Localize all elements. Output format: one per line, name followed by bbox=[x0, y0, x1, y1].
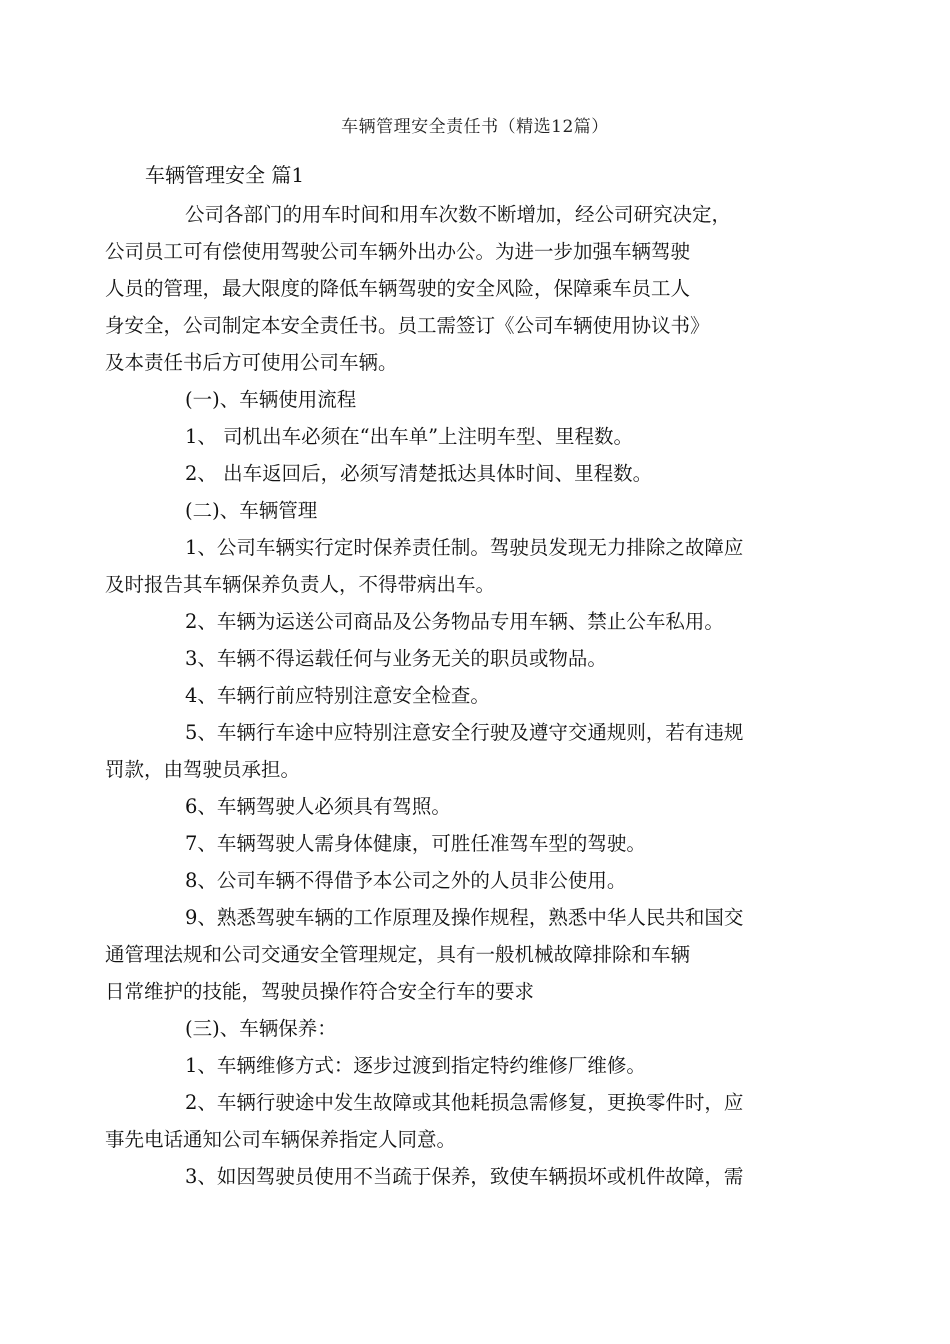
text-line: 2、车辆行驶途中发生故障或其他耗损急需修复，更换零件时，应 bbox=[185, 1091, 744, 1114]
text-line: 事先电话通知公司车辆保养指定人同意。 bbox=[105, 1128, 457, 1151]
text-line: 7、车辆驾驶人需身体健康，可胜任准驾车型的驾驶。 bbox=[185, 832, 646, 855]
text-line: (三)、车辆保养： bbox=[185, 1017, 337, 1040]
text-line: 罚款，由驾驶员承担。 bbox=[105, 758, 301, 781]
text-line: 及本责任书后方可使用公司车辆。 bbox=[105, 351, 398, 374]
paragraph bbox=[145, 418, 815, 455]
paragraph bbox=[105, 529, 815, 603]
paragraph bbox=[145, 788, 815, 825]
paragraph bbox=[105, 899, 815, 1010]
text-line: (一)、车辆使用流程 bbox=[185, 388, 357, 411]
text-line: (二)、车辆管理 bbox=[185, 499, 318, 522]
paragraph bbox=[145, 825, 815, 862]
text-line: 3、如因驾驶员使用不当疏于保养，致使车辆损坏或机件故障，需 bbox=[185, 1165, 744, 1188]
text-line: 公司各部门的用车时间和用车次数不断增加，经公司研究决定， bbox=[185, 203, 732, 226]
paragraph bbox=[145, 862, 815, 899]
document-body bbox=[105, 196, 815, 1195]
text-line: 2、车辆为运送公司商品及公务物品专用车辆、禁止公车私用。 bbox=[185, 610, 724, 633]
text-line: 9、熟悉驾驶车辆的工作原理及操作规程，熟悉中华人民共和国交 bbox=[185, 906, 744, 929]
paragraph bbox=[145, 1010, 815, 1047]
paragraph bbox=[145, 603, 815, 640]
paragraph bbox=[145, 455, 815, 492]
text-line: 3、车辆不得运载任何与业务无关的职员或物品。 bbox=[185, 647, 607, 670]
document-title: 车辆管理安全责任书（精选12篇） bbox=[341, 117, 609, 137]
text-line: 及时报告其车辆保养负责人，不得带病出车。 bbox=[105, 573, 496, 596]
text-line: 5、车辆行车途中应特别注意安全行驶及遵守交通规则，若有违规 bbox=[185, 721, 744, 744]
text-line: 1、 司机出车必须在“出车单”上注明车型、里程数。 bbox=[185, 425, 634, 448]
text-line: 4、车辆行前应特别注意安全检查。 bbox=[185, 684, 490, 707]
text-line: 公司员工可有偿使用驾驶公司车辆外出办公。为进一步加强车辆驾驶 bbox=[105, 240, 691, 263]
text-line: 1、车辆维修方式：逐步过渡到指定特约维修厂维修。 bbox=[185, 1054, 646, 1077]
paragraph bbox=[145, 492, 815, 529]
paragraph bbox=[145, 381, 815, 418]
paragraph bbox=[105, 1084, 815, 1158]
paragraph bbox=[105, 714, 815, 788]
text-line: 日常维护的技能，驾驶员操作符合安全行车的要求 bbox=[105, 980, 535, 1003]
text-line: 人员的管理，最大限度的降低车辆驾驶的安全风险，保障乘车员工人 bbox=[105, 277, 691, 300]
text-line: 通管理法规和公司交通安全管理规定，具有一般机械故障排除和车辆 bbox=[105, 943, 691, 966]
text-line: 6、车辆驾驶人必须具有驾照。 bbox=[185, 795, 451, 818]
paragraph bbox=[145, 640, 815, 677]
text-line: 1、公司车辆实行定时保养责任制。驾驶员发现无力排除之故障应 bbox=[185, 536, 744, 559]
text-line: 8、公司车辆不得借予本公司之外的人员非公使用。 bbox=[185, 869, 627, 892]
paragraph bbox=[145, 677, 815, 714]
text-line: 身安全，公司制定本安全责任书。员工需签订《公司车辆使用协议书》 bbox=[105, 314, 710, 337]
text-line: 2、 出车返回后，必须写清楚抵达具体时间、里程数。 bbox=[185, 462, 653, 485]
paragraph bbox=[145, 1047, 815, 1084]
paragraph bbox=[105, 196, 815, 381]
section-heading: 车辆管理安全 篇1 bbox=[145, 163, 305, 187]
paragraph bbox=[145, 1158, 815, 1195]
